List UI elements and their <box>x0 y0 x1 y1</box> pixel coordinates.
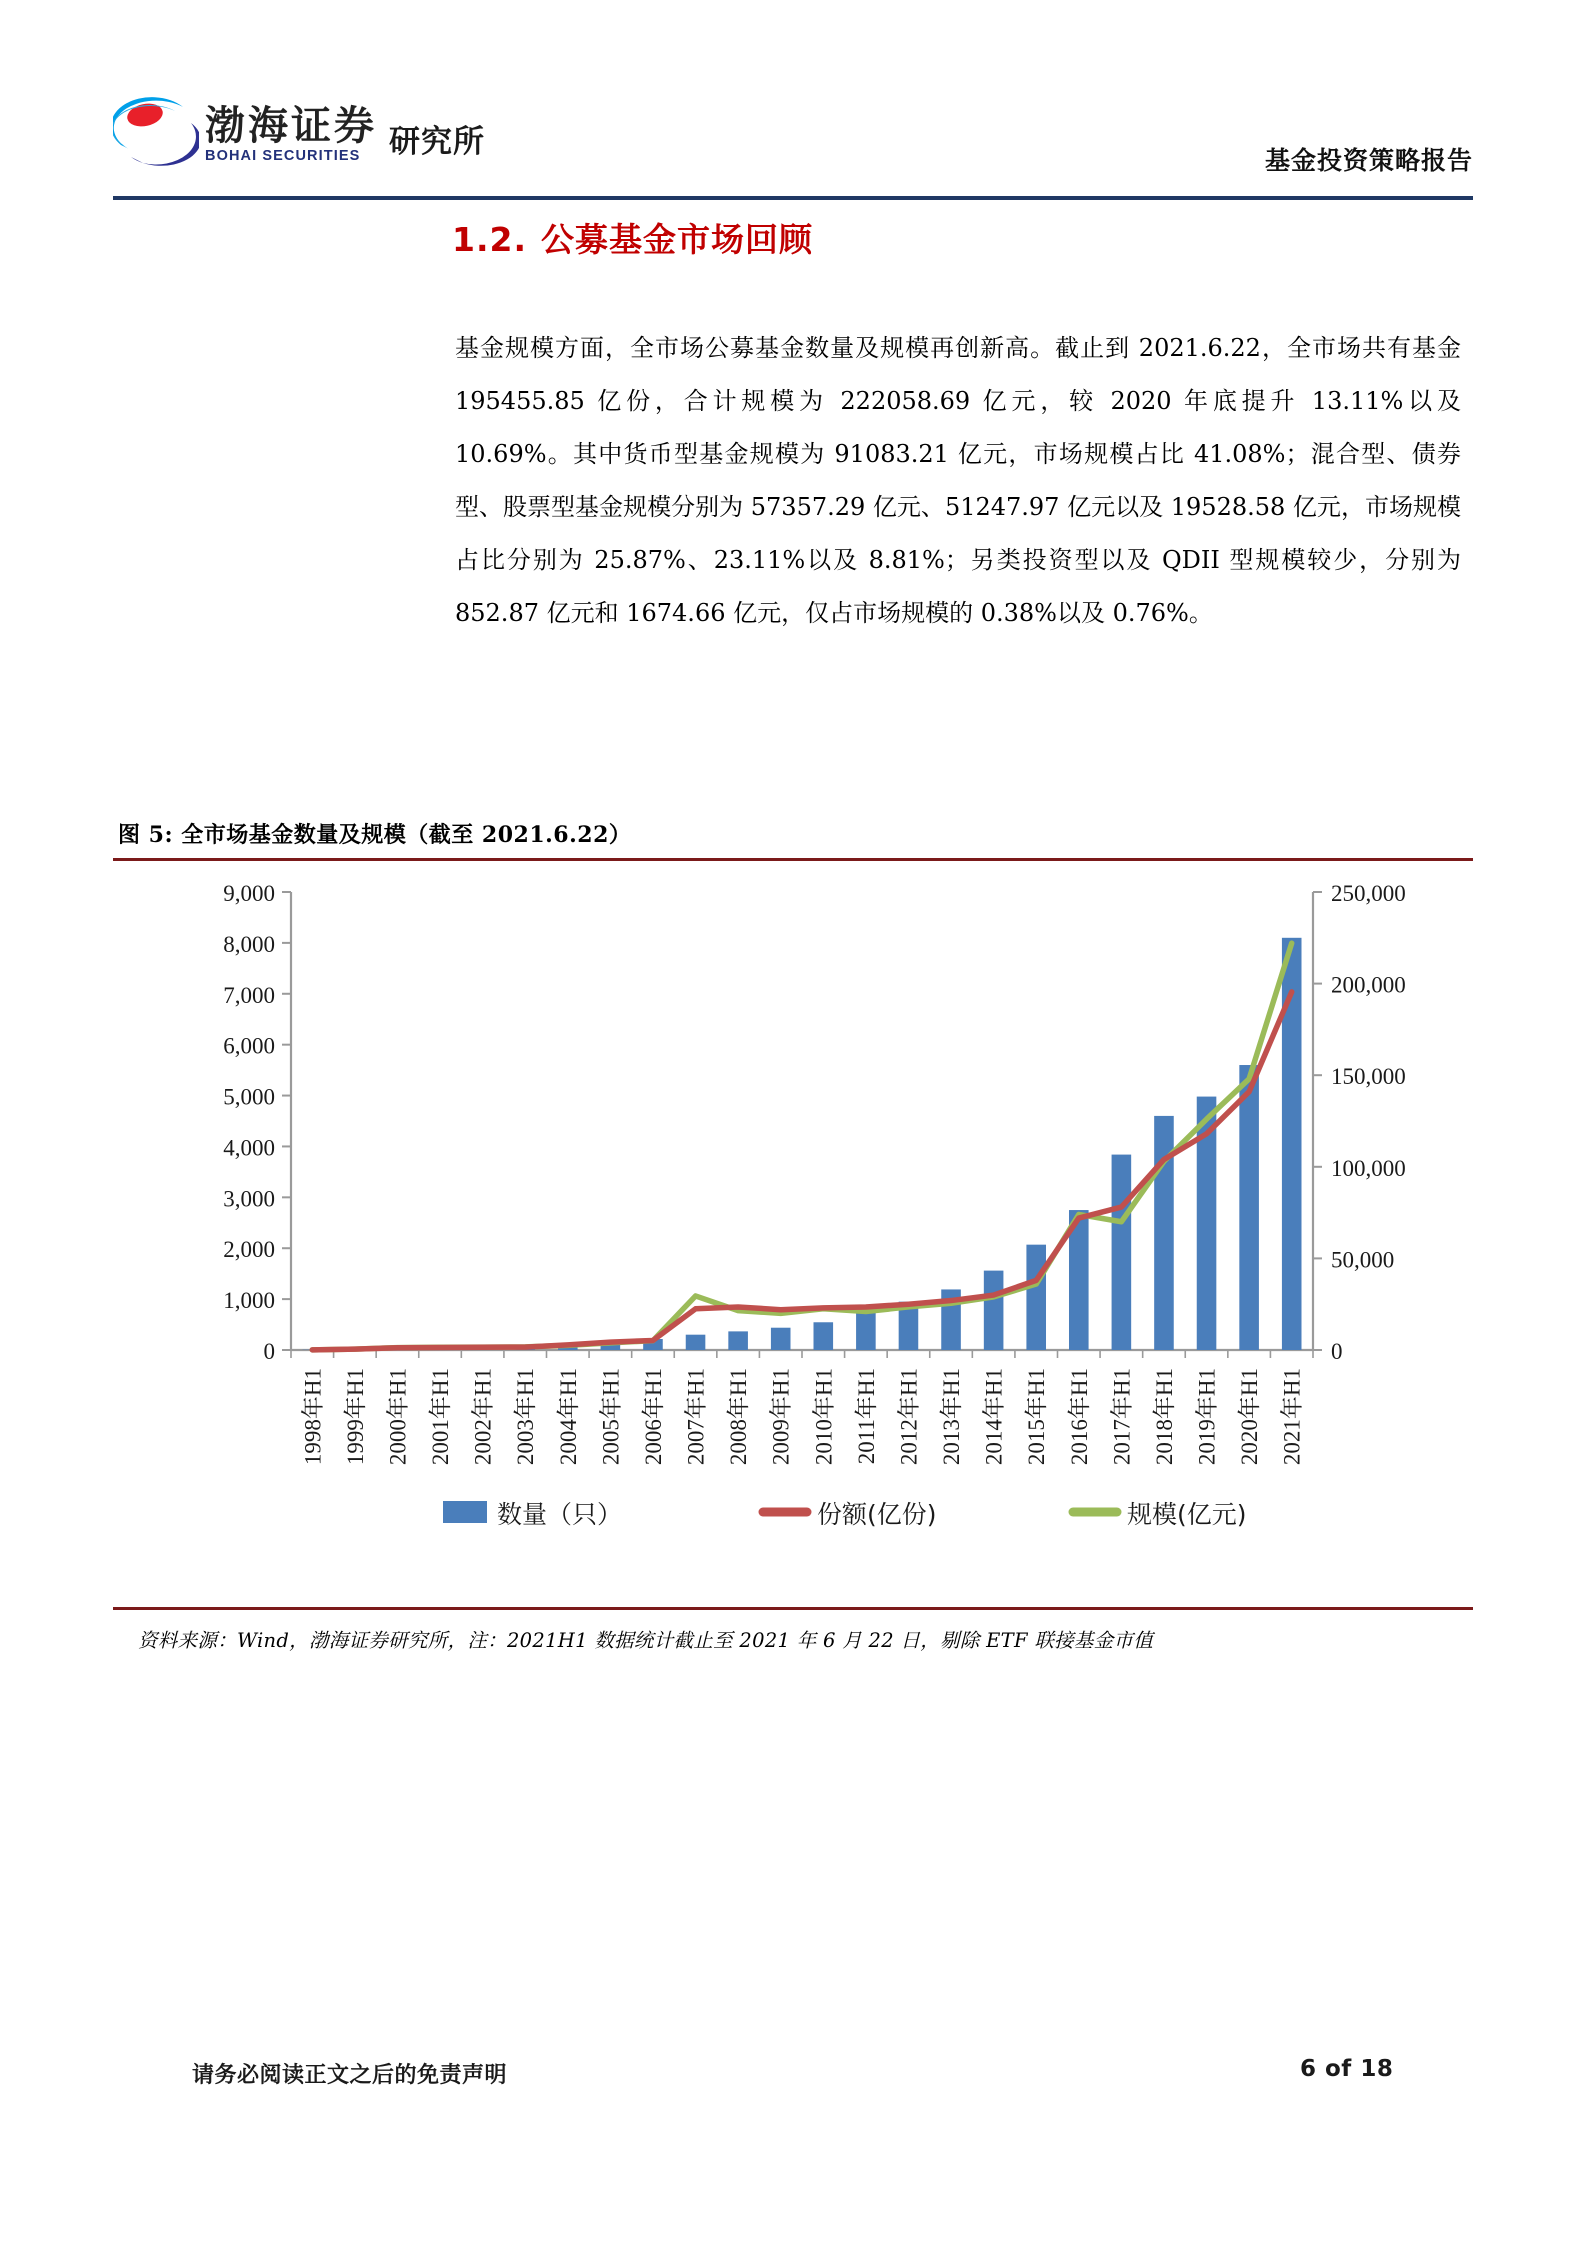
x-axis-category-label: 2010年H1 <box>811 1368 837 1466</box>
x-axis-category-label: 2007年H1 <box>683 1368 709 1466</box>
y-axis-right-tick-label: 200,000 <box>1331 972 1406 998</box>
chart-canvas <box>113 870 1473 1600</box>
figure-bottom-divider <box>113 1607 1473 1610</box>
section-heading <box>452 214 813 261</box>
x-axis-category-label: 2011年H1 <box>853 1368 879 1465</box>
x-axis-category-label: 2012年H1 <box>896 1368 922 1466</box>
x-axis-category-label: 1998年H1 <box>300 1368 326 1466</box>
x-axis-category-label: 2015年H1 <box>1024 1368 1050 1466</box>
y-axis-right-tick-label: 50,000 <box>1331 1247 1395 1273</box>
figure-caption: 图 5: 全市场基金数量及规模（截至 2021.6.22） <box>118 822 632 848</box>
legend-label: 份额(亿份) <box>817 1500 937 1529</box>
x-axis-category-label: 2013年H1 <box>939 1368 965 1466</box>
x-axis-category-label: 2003年H1 <box>513 1368 539 1466</box>
x-axis-category-label: 1999年H1 <box>342 1368 368 1466</box>
chart-line <box>312 992 1291 1350</box>
y-axis-left-tick-label: 5,000 <box>223 1084 275 1110</box>
x-axis-category-label: 2008年H1 <box>726 1368 752 1466</box>
company-logo <box>113 93 485 167</box>
footer-page-number: 6 of 18 <box>1300 2056 1394 2082</box>
logo-division-name: 研究所 <box>389 124 485 160</box>
section-number: 1.2. <box>452 220 527 259</box>
figure-source-note: 资料来源：Wind，渤海证券研究所，注：2021H1 数据统计截止至 2021 年 6 月 22 日，剔除 ETF 联接基金市值 <box>138 1629 1154 1652</box>
figure-top-divider <box>113 858 1473 861</box>
x-axis-category-label: 2016年H1 <box>1066 1368 1092 1466</box>
page-header <box>113 85 1473 195</box>
chart-bar <box>813 1322 833 1350</box>
y-axis-left-tick-label: 6,000 <box>223 1033 275 1059</box>
y-axis-right-tick-label: 250,000 <box>1331 881 1406 906</box>
chart-bar <box>1112 1155 1132 1350</box>
report-type-label: 基金投资策略报告 <box>1264 146 1473 175</box>
logo-company-name-en: BOHAI SECURITIES <box>205 148 361 165</box>
y-axis-left-tick-label: 7,000 <box>223 982 275 1008</box>
chart-bar <box>728 1331 748 1350</box>
x-axis-category-label: 2014年H1 <box>981 1368 1007 1466</box>
x-axis-category-label: 2020年H1 <box>1237 1368 1263 1466</box>
x-axis-category-label: 2000年H1 <box>385 1368 411 1466</box>
x-axis-category-label: 2002年H1 <box>470 1368 496 1466</box>
chart-bar <box>771 1328 791 1350</box>
y-axis-right-tick-label: 0 <box>1331 1339 1343 1364</box>
chart-bar <box>1282 938 1302 1350</box>
x-axis-category-label: 2001年H1 <box>428 1368 454 1466</box>
y-axis-left-tick-label: 3,000 <box>223 1186 275 1212</box>
y-axis-left-tick-label: 1,000 <box>223 1288 275 1314</box>
y-axis-left-tick-label: 0 <box>263 1339 275 1364</box>
section-title: 公募基金市场回顾 <box>541 220 813 259</box>
y-axis-left-tick-label: 2,000 <box>223 1237 275 1263</box>
paragraph-text: 基金规模方面，全市场公募基金数量及规模再创新高。截止到 2021.6.22，全市场共有基金 195455.85 亿份，合计规模为 222058.69 亿元，较 2020 年底提升 13.11%以及 10.69%。其中货币型基金规模为 91083.21 亿元，市场规模占比 41.08%；混合型、债券型、股票型基金规模分别为 57357.29 亿元、51247.97 亿元以及 19528.58 亿元，市场规模占比分别为 25.87%、23.11%以及 8.81%；另类投资型以及 QDII 型规模较少，分别为 852.87 亿元和 1674.66 亿元，仅占市场规模的 0.38%以及 0.76%。 <box>455 334 1461 627</box>
footer-divider <box>113 2042 1473 2044</box>
x-axis-category-label: 2004年H1 <box>555 1368 581 1466</box>
x-axis-category-label: 2019年H1 <box>1194 1368 1220 1466</box>
footer-disclaimer: 请务必阅读正文之后的免责声明 <box>192 2063 508 2088</box>
x-axis-category-label: 2006年H1 <box>640 1368 666 1466</box>
x-axis-category-label: 2021年H1 <box>1279 1368 1305 1466</box>
y-axis-right-tick-label: 150,000 <box>1331 1064 1406 1090</box>
chart-bar <box>1239 1065 1259 1350</box>
legend-swatch <box>443 1501 487 1523</box>
logo-company-name-cn: 渤海证券 <box>205 103 377 150</box>
chart-bar <box>1026 1245 1046 1350</box>
x-axis-category-label: 2005年H1 <box>598 1368 624 1466</box>
y-axis-left-tick-label: 4,000 <box>223 1135 275 1161</box>
fund-count-and-scale-chart <box>113 870 1473 1600</box>
bohai-logo-icon <box>113 93 199 167</box>
y-axis-left-tick-label: 9,000 <box>223 881 275 906</box>
header-divider <box>113 196 1473 200</box>
y-axis-right-tick-label: 100,000 <box>1331 1155 1406 1181</box>
chart-bar <box>984 1271 1004 1350</box>
legend-label: 规模(亿元) <box>1127 1500 1247 1529</box>
x-axis-category-label: 2018年H1 <box>1151 1368 1177 1466</box>
chart-bar <box>686 1335 706 1350</box>
chart-line <box>312 943 1291 1350</box>
x-axis-category-label: 2009年H1 <box>768 1368 794 1466</box>
y-axis-left-tick-label: 8,000 <box>223 931 275 957</box>
chart-bar <box>856 1313 876 1350</box>
legend-label: 数量（只） <box>497 1500 623 1529</box>
x-axis-category-label: 2017年H1 <box>1109 1368 1135 1466</box>
logo-text <box>205 105 377 165</box>
body-paragraph <box>455 322 1461 640</box>
